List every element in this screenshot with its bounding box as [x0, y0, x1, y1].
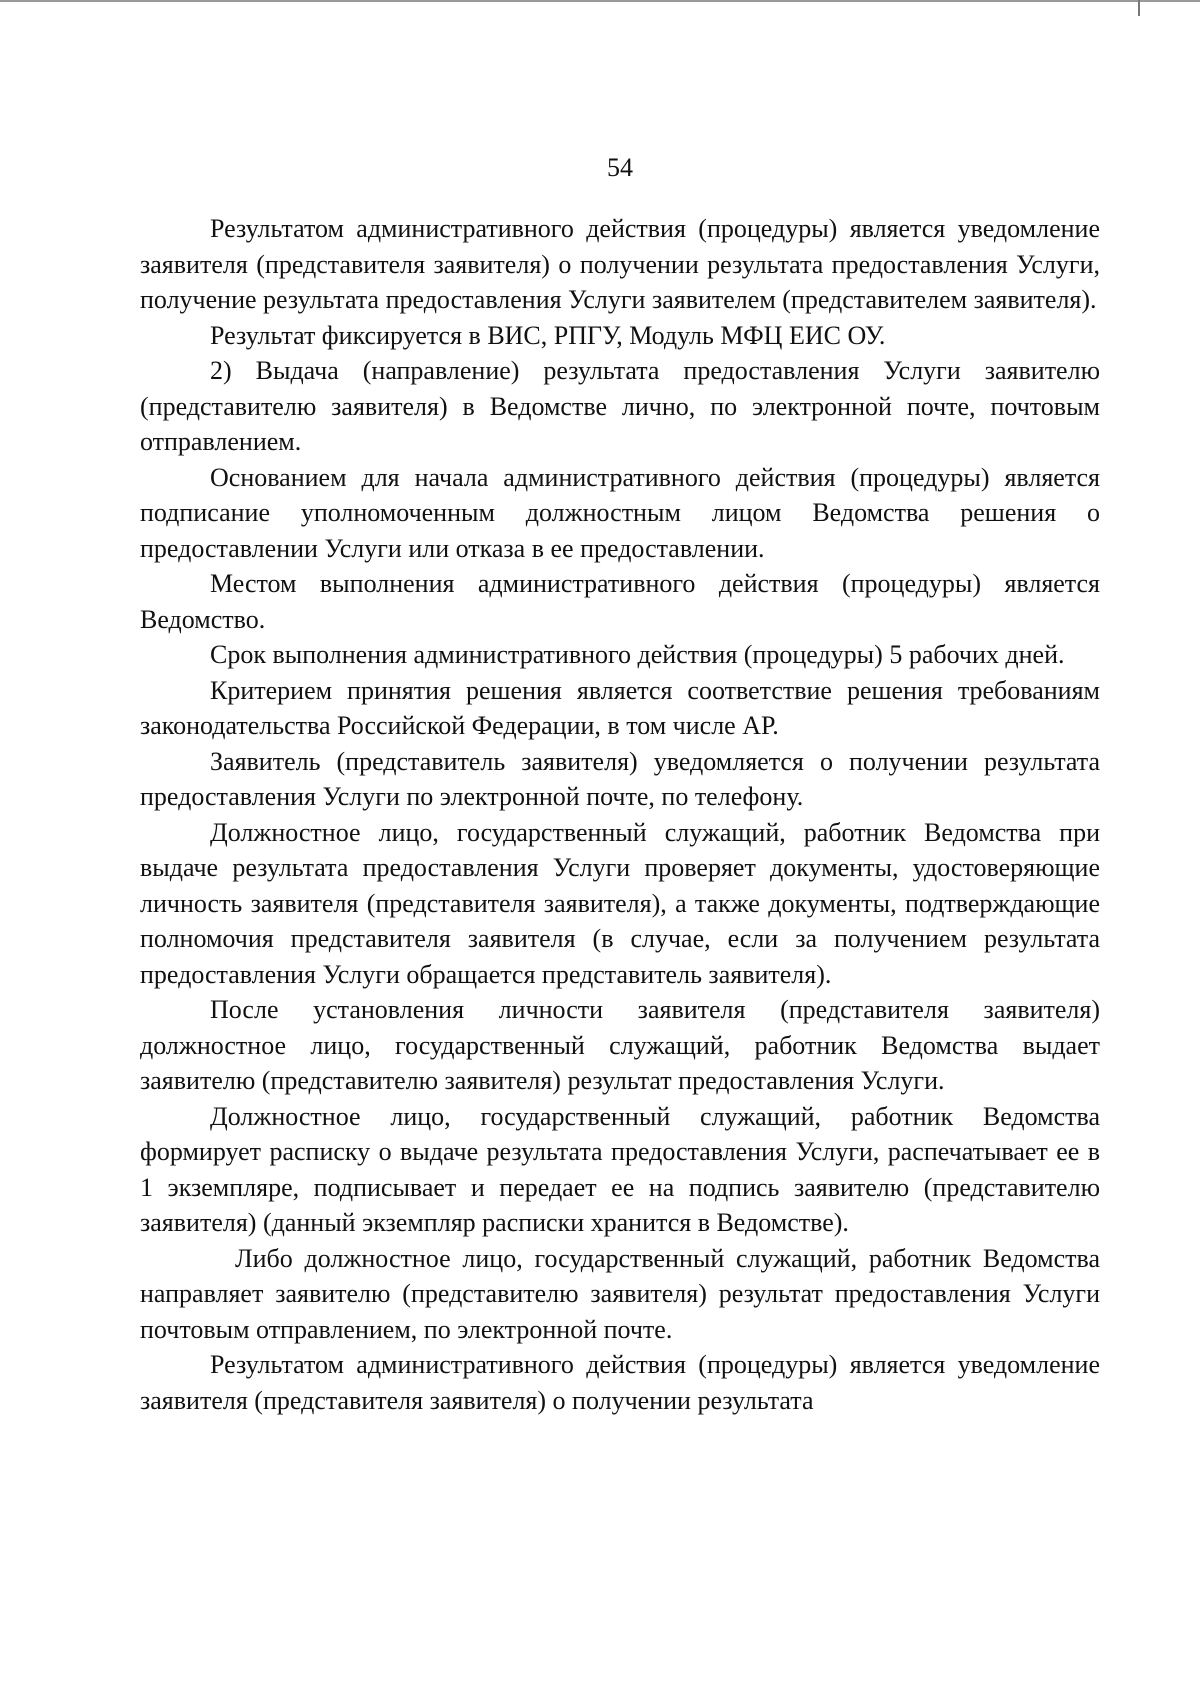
paragraph: Результатом административного действия (процедуры) является уведомление заявителя (представителя заявителя) о получении результата предоставления Услуги, получение результата предоставления Услуги заявителем (представителем заявителя). [140, 214, 1100, 314]
paragraph: Должностное лицо, государственный служащий, работник Ведомства при выдаче результата предоставления Услуги проверяет документы, удостоверяющие личность заявителя (представителя заявителя), а также документы, подтверждающие полномочия представителя заявителя (в случае, если за получением результата предоставления Услуги обращается представитель заявителя). [140, 817, 1100, 989]
paragraph: Срок выполнения административного действия (процедуры) 5 рабочих дней. [210, 640, 1065, 669]
paragraph: 2) Выдача (направление) результата предоставления Услуги заявителю (представителю заявителя) в Ведомстве лично, по электронной почте, почтовым отправлением. [140, 356, 1100, 456]
paragraph: Основанием для начала административного действия (процедуры) является подписание уполномоченным должностным лицом Ведомства решения о предоставлении Услуги или отказа в ее предоставлении. [140, 462, 1100, 563]
scan-edge-mark [1138, 0, 1140, 16]
paragraph: Либо должностное лицо, государственный служащий, работник Ведомства направляет заявителю (представителю заявителя) результат предоставления Услуги почтовым отправлением, по электронной почте. [140, 1243, 1100, 1344]
paragraph: Должностное лицо, государственный служащий, работник Ведомства формирует расписку о выдаче результата предоставления Услуги, распечатывает ее в 1 экземпляре, подписывает и передает ее на подпись заявителю (представителю заявителя) (данный экземпляр расписки хранится в Ведомстве). [140, 1101, 1100, 1237]
document-body [140, 211, 1100, 1418]
page-number: 54 [607, 153, 633, 182]
paragraph: Местом выполнения административного действия (процедуры) является Ведомство. [140, 569, 1100, 634]
scan-edge-line [0, 0, 1200, 2]
paragraph: Результат фиксируется в ВИС, РПГУ, Модуль МФЦ ЕИС ОУ. [210, 320, 886, 350]
paragraph: Критерием принятия решения является соответствие решения требованиям законодательства Российской Федерации, в том числе АР. [140, 675, 1100, 740]
paragraph: После установления личности заявителя (представителя заявителя) должностное лицо, государственный служащий, работник Ведомства выдает заявителю (представителю заявителя) результат предоставления Услуги. [140, 995, 1100, 1095]
paragraph: Результатом административного действия (процедуры) является уведомление заявителя (представителя заявителя) о получении результата [140, 1350, 1100, 1415]
paragraph: Заявитель (представитель заявителя) уведомляется о получении результата предоставления Услуги по электронной почте, по телефону. [140, 746, 1100, 811]
